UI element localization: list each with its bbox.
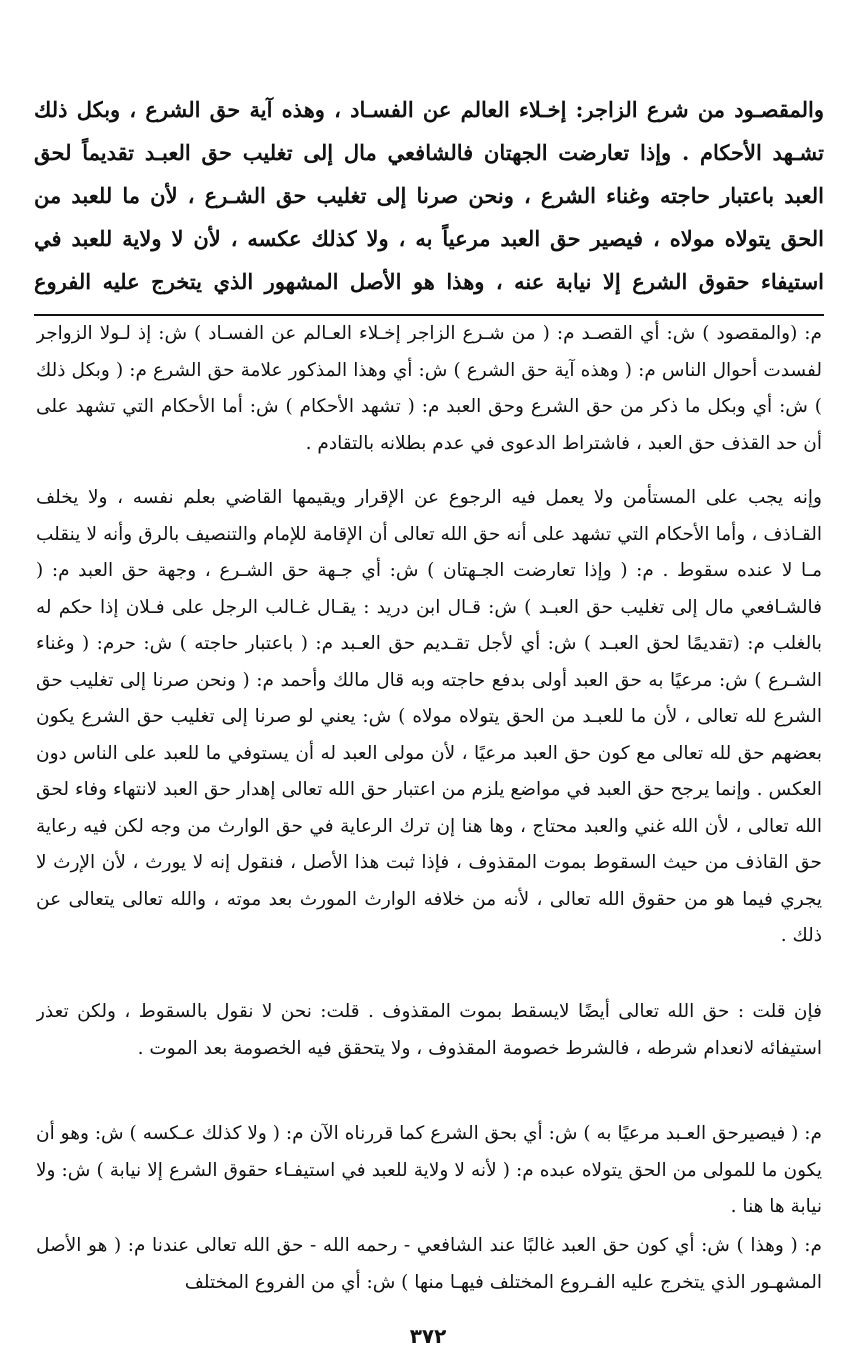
sharh-paragraph-4: م: ( فيصيرحق العـبد مرعيًا به ) ش: أي بحق الشرع كما قررناه الآن م: ( ولا كذلك عـكسه ) ش: وهو أن يكون ما للمولى من الحق يتولاه عبده م: ( لأنه لا ولاية للعبد في استيفـاء حقوق الشرع إلا نيابة ) ش: ولا نيابة ها هنا . — [36, 1123, 822, 1217]
sharh-paragraph-3: فإن قلت : حق الله تعالى أيضًا لايسقط بموت المقذوف . قلت: نحن لا نقول بالسقوط ، ولكن تعذر استيفائه لانعدام شرطه ، فالشرط خصومة المقذوف ، ولا يتحقق فيه الخصومة بعد الموت . — [36, 1001, 822, 1059]
page-number: ٣٧٢ — [409, 1324, 447, 1348]
sharh-paragraph-1: م: (والمقصود ) ش: أي القصـد م: ( من شـرع الزاجر إخـلاء العـالم عن الفسـاد ) ش: إذ لـولا الزواجر لفسدت أحوال الناس م: ( وهذه آية حق الشرع ) ش: أي وهذا المذكور علامة حق الشرع م: ( وبكل ذلك ) ش: أي وبكل ما ذكر من حق الشرع وحق العبد م: ( تشهد الأحكام ) ش: أما الأحكام التي تشهد على أن حد القذف حق العبد ، فاشتراط الدعوى في عدم بطلانه بالتقادم . — [36, 323, 822, 454]
matn-paragraph: والمقصـود من شرع الزاجر: إخـلاء العالم عن الفسـاد ، وهذه آية حق الشرع ، وبكل ذلك تشـهد الأحكام . وإذا تعارضت الجهتان فالشافعي مال إلى تغليب حق العبـد تقديماً لحق العبد باعتبار حاجته وغناء الشرع ، ونحن صرنا إلى تغليب حق الشـرع ، لأن ما للعبد من الحق يتولاه مولاه ، فيصير حق العبد مرعياً به ، ولا كذلك عكسه ، لأن لا ولاية للعبد في استيفاء حقوق الشرع إلا نيابة عنه ، وهذا هو الأصل المشهور الذي يتخرج عليه الفروع — [34, 97, 824, 294]
sharh-paragraph-5: م: ( وهذا ) ش: أي كون حق العبد غالبًا عند الشافعي - رحمه الله - حق الله تعالى عندنا م: ( هو الأصل المشهـور الذي يتخرج عليه الفـروع المختلف فيهـا منها ) ش: أي من الفروع المختلف — [36, 1235, 822, 1293]
sharh-paragraph-2: وإنه يجب على المستأمن ولا يعمل فيه الرجوع عن الإقرار ويقيمها القاضي بعلم نفسه ، ولا يخلف القـاذف ، وأما الأحكام التي تشهد على أنه حق الله تعالى أن الإقامة للإمام والتنصيف بالرق وأنه لا ينقلب مـا لا عنده سقوط . م: ( وإذا تعارضت الجـهتان ) ش: أي جـهة حق الشـرع ، وجهة حق العبد م: ( فالشـافعي مال إلى تغليب حق العبـد ) ش: قـال ابن دريد : يقـال غـالب الرجل على فـلان إذا حكم له بالغلب م: (تقديمًا لحق العبـد ) ش: أي لأجل تقـديم حق العـبد م: ( باعتبار حاجته ) ش: حرم: ( وغناء الشـرع ) ش: مرعيًا به حق العبد أولى بدفع حاجته وبه قال مالك وأحمد م: ( ونحن صرنا إلى تغليب حق الشرع لله تعالى ، لأن ما للعبـد من الحق يتولاه مولاه ) ش: يعني لو صرنا إلى تغليب حق الشرع يكون بعضهم حق لله تعالى مع كون حق العبد مرعيًا ، لأن مولى العبد له أن يستوفي ما للعبد على الناس دون العكس . وإنما يرجح حق العبد في مواضع يلزم من اعتبار حق الله تعالى إهدار حق العبد لانتهاء وفاء لحق الله تعالى ، لأن الله غني والعبد محتاج ، وها هنا إن ترك الرعاية في حق الوارث من وجه لكن فيه رعاية حق القاذف من حيث السقوط بموت المقذوف ، فإذا ثبت هذا الأصل ، فنقول إنه لا يورث ، لأن الإرث لا يجري فيما هو من حقوق الله تعالى ، لأنه من خلافه الوارث المورث بعد موته ، والله تعالى يتعالى عن ذلك . — [36, 487, 822, 946]
matn-block — [34, 88, 824, 306]
